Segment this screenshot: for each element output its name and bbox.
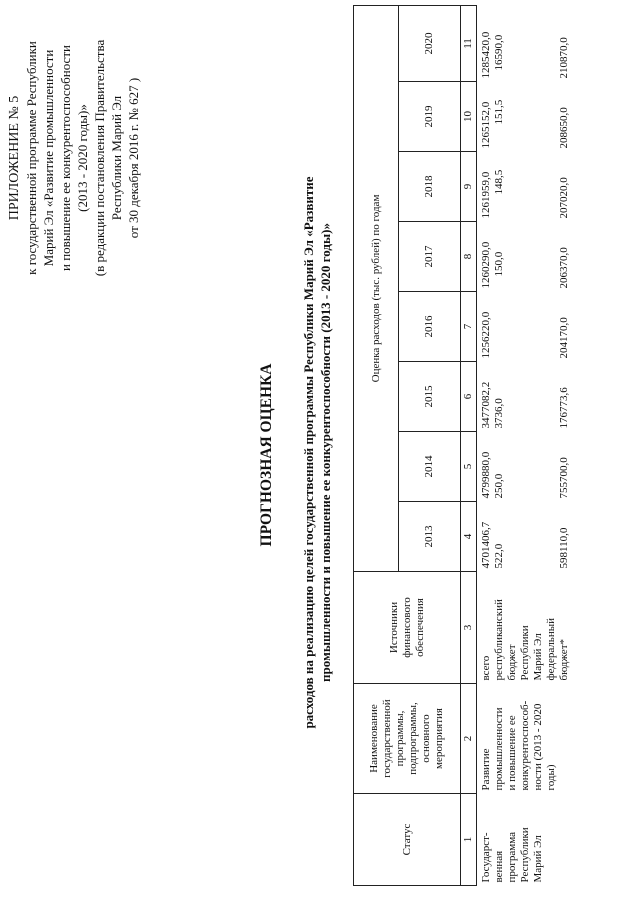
value-total: 1265152,0 — [480, 101, 492, 149]
spacer — [506, 435, 558, 499]
spacer — [506, 155, 558, 219]
column-number: 9 — [461, 152, 477, 222]
cell-values-2019 — [477, 82, 572, 152]
value-total: 3477082,2 — [480, 381, 492, 429]
appendix-line: Марий Эл «Развитие промышленности — [41, 49, 56, 267]
column-number: 3 — [461, 572, 477, 684]
cell-line: Республики — [519, 827, 531, 883]
header-name-line: подпрограммы, — [407, 702, 419, 775]
cell-line: промышленности — [493, 707, 505, 791]
column-number: 1 — [461, 794, 477, 886]
appendix-heading: ПРИЛОЖЕНИЕ № 5 — [7, 95, 22, 221]
cell-line: конкурентоспособ- — [519, 700, 531, 791]
spacer — [506, 295, 558, 359]
cell-name — [477, 684, 572, 794]
appendix-line: (в редакции постановления Правительства — [92, 39, 107, 277]
cell-line: и повышение ее — [506, 715, 518, 791]
cell-status — [477, 794, 572, 886]
value-republican — [493, 295, 506, 359]
spacer — [506, 225, 558, 289]
cell-values-2016 — [477, 292, 572, 362]
header-year: 2019 — [399, 82, 461, 152]
cell-values-2015 — [477, 362, 572, 432]
subtitle-line: расходов на реализацию целей государственной программы Республики Марий Эл «Развитие — [301, 176, 316, 729]
value-federal: 204170,0 — [558, 317, 570, 359]
header-year: 2014 — [399, 432, 461, 502]
value-republican: 250,0 — [493, 473, 505, 499]
cell-line: годы) — [545, 764, 557, 791]
column-number: 4 — [461, 502, 477, 572]
header-sources-line: Источники — [387, 601, 400, 654]
value-federal: 755700,0 — [558, 457, 570, 499]
value-federal: 210870,0 — [558, 37, 570, 79]
cell-values-2020 — [477, 5, 572, 81]
header-name-line: государственной — [381, 699, 393, 778]
cell-values-2013 — [477, 502, 572, 572]
cell-line: венная — [493, 850, 505, 883]
value-total: 1261959,0 — [480, 171, 492, 219]
cell-line: федеральный — [545, 618, 557, 681]
value-federal: 598110,0 — [558, 527, 570, 569]
value-republican: 16590,0 — [493, 34, 505, 71]
value-total: 4701406,7 — [480, 521, 492, 569]
column-number: 8 — [461, 222, 477, 292]
document-subtitle — [300, 0, 334, 905]
header-sources-line: обеспечения — [413, 598, 426, 657]
spacer — [506, 85, 558, 149]
value-total: 4799880,0 — [480, 451, 492, 499]
value-republican: 3736,0 — [493, 398, 505, 429]
header-year: 2018 — [399, 152, 461, 222]
column-number: 2 — [461, 684, 477, 794]
header-sources-line: финансового — [400, 597, 413, 658]
cell-line: бюджет* — [558, 639, 570, 681]
forecast-table — [353, 5, 571, 886]
appendix-line: к государственной программе Республики — [24, 41, 39, 275]
header-year: 2017 — [399, 222, 461, 292]
cell-values-2017 — [477, 222, 572, 292]
document-title: ПРОГНОЗНАЯ ОЦЕНКА — [258, 363, 275, 547]
column-number: 7 — [461, 292, 477, 362]
cell-sources — [477, 572, 572, 684]
column-number: 10 — [461, 82, 477, 152]
header-status: Статус — [354, 794, 461, 886]
appendix-block — [6, 23, 142, 293]
appendix-line: и повышение ее конкурентоспособности — [58, 45, 73, 271]
spacer — [506, 8, 558, 78]
value-federal: 206370,0 — [558, 247, 570, 289]
header-name-line: программы, — [394, 710, 406, 767]
value-republican: 522,0 — [493, 543, 505, 569]
appendix-line: (2013 - 2020 годы)» — [75, 104, 90, 212]
appendix-line: Республики Марий Эл — [109, 95, 124, 221]
header-name-line: основного — [420, 714, 432, 763]
spacer — [506, 365, 558, 429]
value-total: 1285420,0 — [480, 31, 492, 79]
cell-line: Развитие — [480, 748, 492, 791]
header-name — [354, 684, 461, 794]
cell-values-2014 — [477, 432, 572, 502]
header-year: 2020 — [399, 5, 461, 81]
value-total: 1256220,0 — [480, 311, 492, 359]
spacer — [506, 505, 558, 569]
header-year: 2015 — [399, 362, 461, 432]
value-republican: 148,5 — [493, 169, 505, 195]
value-federal: 176773,6 — [558, 387, 570, 429]
header-name-line: Наименование — [368, 704, 380, 773]
appendix-line: от 30 декабря 2016 г. № 627 ) — [126, 77, 141, 239]
cell-line: Марий Эл — [532, 835, 544, 883]
cell-line: Марий Эл — [532, 633, 544, 681]
header-year: 2013 — [399, 502, 461, 572]
value-republican: 150,0 — [493, 251, 505, 277]
column-number: 11 — [461, 5, 477, 81]
cell-line: ности (2013 - 2020 — [532, 703, 544, 791]
subtitle-line: промышленности и повышение ее конкурентоспособности (2013 - 2020 годы)» — [318, 223, 333, 682]
cell-values-2018 — [477, 152, 572, 222]
cell-line: Государст- — [480, 832, 492, 883]
cell-line: бюджет — [506, 644, 518, 681]
column-number: 5 — [461, 432, 477, 502]
header-year: 2016 — [399, 292, 461, 362]
header-estimate: Оценка расходов (тыс. рублей) по годам — [354, 5, 399, 571]
value-total: 1260290,0 — [480, 241, 492, 289]
cell-line: всего — [480, 655, 492, 681]
value-federal: 207020,0 — [558, 177, 570, 219]
cell-line: республиканский — [493, 599, 505, 681]
value-republican: 151,5 — [493, 99, 505, 125]
header-name-line: мероприятия — [433, 708, 445, 769]
header-sources — [354, 572, 461, 684]
cell-line: Республики — [519, 625, 531, 681]
column-number: 6 — [461, 362, 477, 432]
value-federal: 208650,0 — [558, 107, 570, 149]
table-row — [477, 5, 572, 885]
cell-line: программа — [506, 831, 518, 883]
